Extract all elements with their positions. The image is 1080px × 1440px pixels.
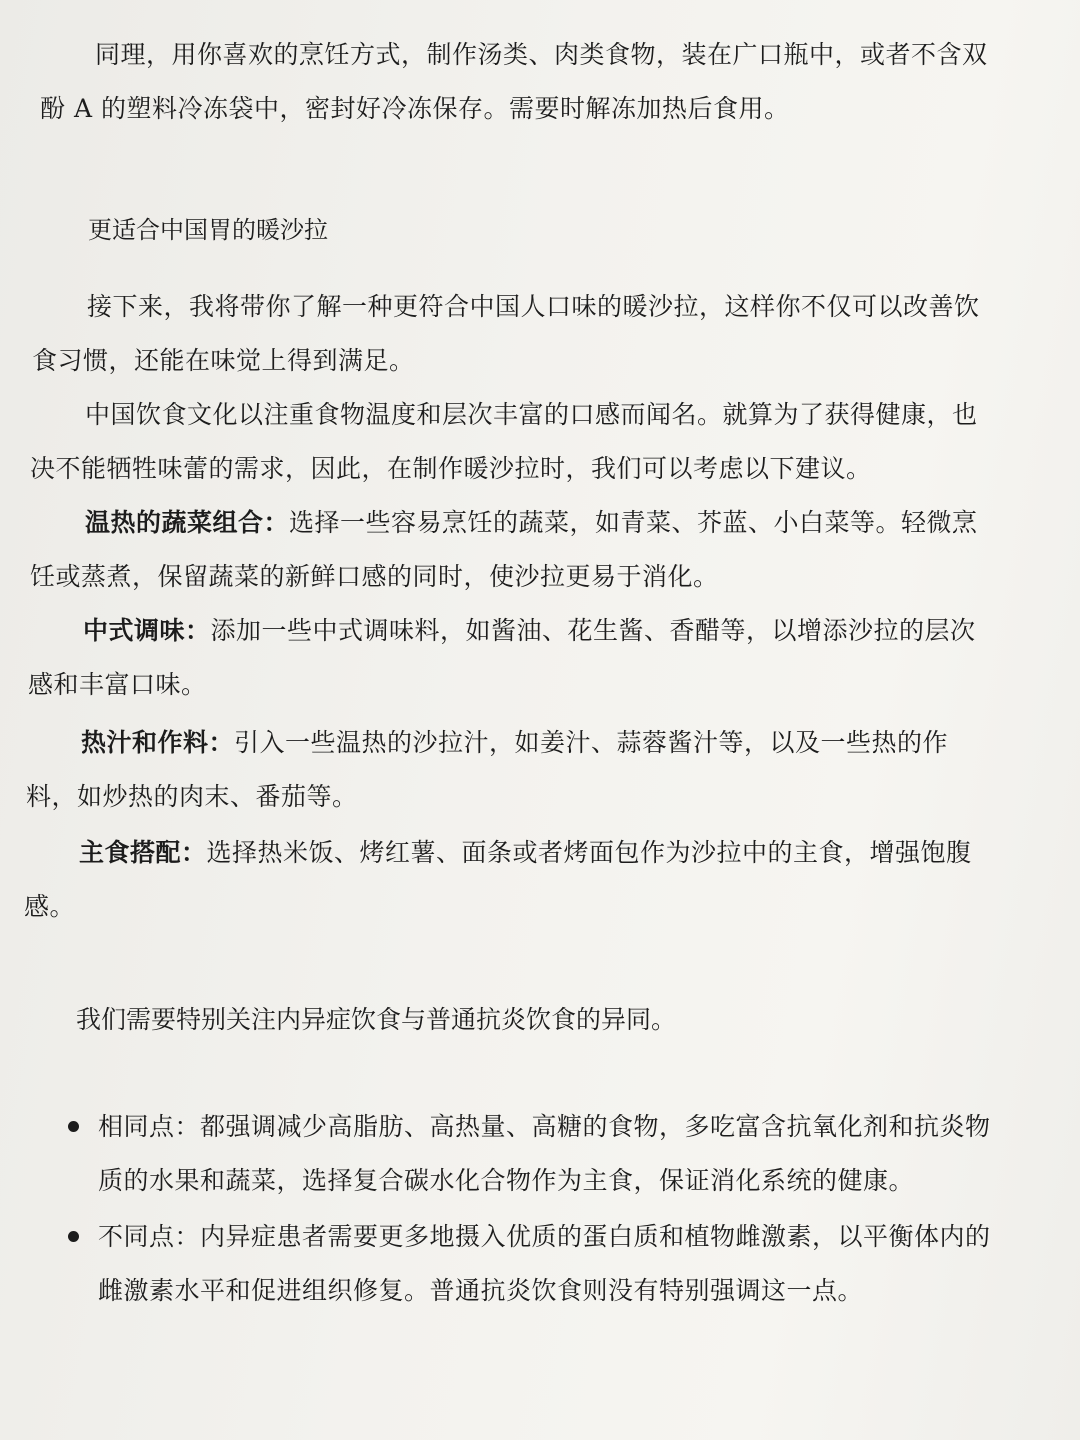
bullet-text: 都强调减少高脂肪、高热量、高糖的食物，多吃富含抗氧化剂和抗炎物质的水果和蔬菜，选择复合碳水化合物作为主食，保证消化系统的健康。 <box>98 1112 991 1195</box>
tip-term: 中式调味： <box>83 616 211 645</box>
bullet-term: 相同点： <box>98 1112 201 1141</box>
tip-term: 热汁和作料： <box>81 728 235 757</box>
tip-sauce <box>26 716 986 824</box>
section-paragraph-2 <box>30 388 990 496</box>
tip-text: 选择一些容易烹饪的蔬菜，如青菜、芥蓝、小白菜等。轻微烹饪或蒸煮，保留蔬菜的新鲜口感的同时，使沙拉更易于消化。 <box>30 508 978 591</box>
bullet-term: 不同点： <box>98 1222 201 1251</box>
paragraph-text: 中国饮食文化以注重食物温度和层次丰富的口感而闻名。就算为了获得健康，也决不能牺牲味蕾的需求，因此，在制作暖沙拉时，我们可以考虑以下建议。 <box>30 400 978 483</box>
section-heading: 更适合中国胃的暖沙拉 <box>88 216 328 244</box>
tip-text: 添加一些中式调味料，如酱油、花生酱、香醋等，以增添沙拉的层次感和丰富口味。 <box>28 616 976 699</box>
bullet-icon <box>68 1121 79 1132</box>
paragraph-text: 接下来，我将带你了解一种更符合中国人口味的暖沙拉，这样你不仅可以改善饮食习惯，还能在味觉上得到满足。 <box>32 292 980 375</box>
comparison-heading: 我们需要特别关注内异症饮食与普通抗炎饮食的异同。 <box>76 1005 677 1034</box>
tip-seasoning <box>28 604 988 712</box>
list-item <box>62 1210 1012 1318</box>
tip-term: 温热的蔬菜组合： <box>85 508 290 537</box>
comparison-list <box>62 1100 1012 1320</box>
list-item <box>62 1100 1012 1208</box>
intro-paragraph <box>40 28 1000 136</box>
tip-staple <box>24 826 984 934</box>
tip-vegetables <box>30 496 990 604</box>
tip-text: 引入一些温热的沙拉汁，如姜汁、蒜蓉酱汁等，以及一些热的作料，如炒热的肉末、番茄等。 <box>26 728 949 811</box>
intro-text: 同理，用你喜欢的烹饪方式，制作汤类、肉类食物，装在广口瓶中，或者不含双酚 A 的塑料冷冻袋中，密封好冷冻保存。需要时解冻加热后食用。 <box>40 40 988 123</box>
tip-term: 主食搭配： <box>79 838 207 867</box>
bullet-icon <box>68 1231 79 1242</box>
bullet-text: 内异症患者需要更多地摄入优质的蛋白质和植物雌激素，以平衡体内的雌激素水平和促进组织修复。普通抗炎饮食则没有特别强调这一点。 <box>98 1222 991 1305</box>
section-paragraph-1 <box>32 280 992 388</box>
tip-text: 选择热米饭、烤红薯、面条或者烤面包作为沙拉中的主食，增强饱腹感。 <box>24 838 972 921</box>
